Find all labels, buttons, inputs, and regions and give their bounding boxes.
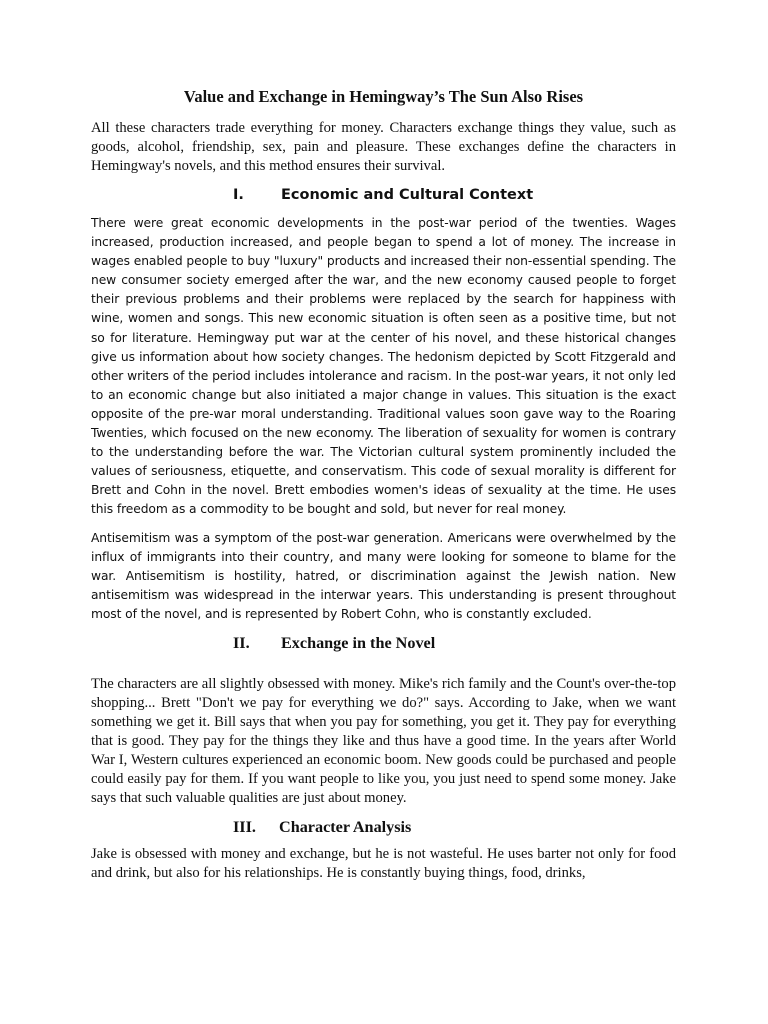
section-number: I. (233, 187, 244, 203)
body-paragraph: Antisemitism was a symptom of the post-war generation. Americans were overwhelmed by the influx of immigrants into their country, and many were looking for someone to blame for the war. Antisemitism is hostility, hatred, or discrimination against the Jewish nation. New antisemitism was widespread in the interwar years. This understanding is present throughout most of the novel, and is represented by Robert Cohn, who is constantly excluded. (91, 530, 676, 621)
section-heading-character-analysis (91, 817, 676, 837)
section-number: II. (233, 633, 250, 652)
body-paragraph: Jake is obsessed with money and exchange, but he is not wasteful. He uses barter not only for food and drink, but also for his relationships. He is constantly buying things, food, drinks, (91, 845, 676, 881)
section-heading-exchange-in-novel (91, 633, 676, 653)
body-paragraph: There were great economic developments in the post-war period of the twenties. Wages increased, production increased, and people began to spend a lot of money. The increase in wages enabled people to buy "luxury" products and increased their non-essential spending. The new consumer society emerged after the war, and the new economy caused people to forget their previous problems and their problems were replaced by the search for happiness with wine, women and songs. This new economic situation is often seen as a positive time, but not so for literature. Hemingway put war at the center of his novel, and these historical changes give us information about how society changes. The hedonism depicted by Scott Fitzgerald and other writers of the period includes intolerance and racism. In the post-war years, it not only led to an economic change but also initiated a major change in values. This situation is the exact opposite of the pre-war moral understanding. Traditional values soon gave way to the Roaring Twenties, which focused on the new economy. The liberation of sexuality for women is contrary to the understanding before the war. The Victorian cultural system prominently included the values of seriousness, etiquette, and conservatism. This code of sexual morality is different for Brett and Cohn in the novel. Brett embodies women's ideas of sexuality at the time. He uses this freedom as a commodity to be bought and sold, but never for real money. (91, 216, 676, 517)
section-title: Character Analysis (279, 817, 412, 836)
section-heading-economic-context (91, 185, 676, 205)
document-page (91, 86, 676, 883)
intro-paragraph: All these characters trade everything for money. Characters exchange things they value, such as goods, alcohol, friendship, sex, pain and pleasure. These exchanges define the characters in Hemingway's novels, and this method ensures their survival. (91, 120, 676, 174)
section-number: III. (233, 817, 256, 836)
document-title: Value and Exchange in Hemingway’s The Sun Also Rises (183, 87, 584, 106)
section-title: Exchange in the Novel (281, 633, 436, 652)
section-title: Economic and Cultural Context (281, 187, 534, 203)
body-paragraph: The characters are all slightly obsessed with money. Mike's rich family and the Count's over-the-top shopping... Brett "Don't we pay for everything we do?" says. According to Jake, when we want something we get it. Bill says that when you pay for something, you get it. They pay for everything that is good. They pay for the things they like and thus have a good time. In the years after World War I, Western cultures experienced an economic boom. New goods could be purchased and people could easily pay for them. If you want people to like you, you just need to spend some money. Jake says that such valuable qualities are just about money. (91, 675, 676, 806)
